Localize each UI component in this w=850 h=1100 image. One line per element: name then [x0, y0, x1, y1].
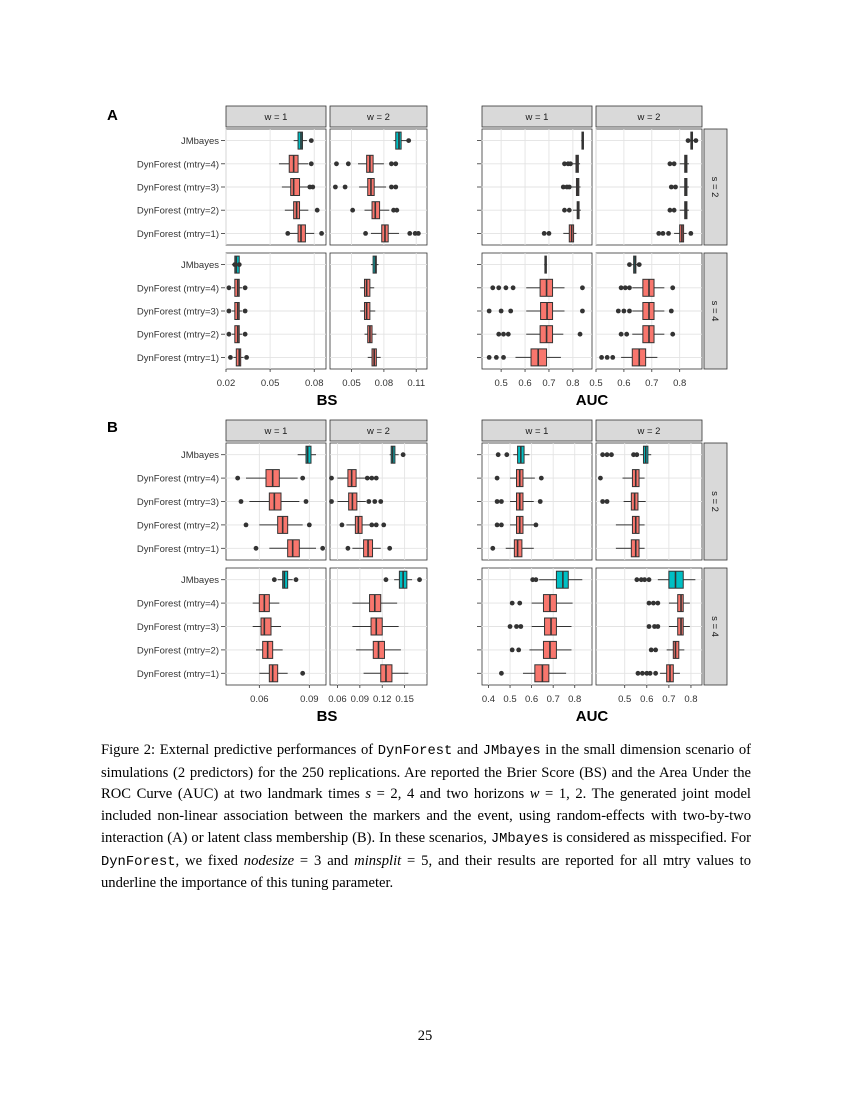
outlier-point	[227, 332, 232, 337]
outlier-point	[693, 138, 698, 143]
outlier-point	[235, 476, 240, 481]
outlier-point	[542, 231, 547, 236]
outlier-point	[506, 332, 511, 337]
box-dynforest	[288, 540, 300, 557]
outlier-point	[372, 499, 377, 504]
outlier-point	[393, 161, 398, 166]
x-tick-label: 0.4	[481, 694, 496, 705]
outlier-point	[666, 231, 671, 236]
outlier-point	[605, 499, 610, 504]
outlier-point	[580, 309, 585, 314]
category-label: DynForest (mtry=4)	[136, 598, 219, 610]
outlier-point	[334, 161, 339, 166]
outlier-point	[254, 546, 259, 551]
outlier-point	[384, 577, 389, 582]
outlier-point	[534, 523, 539, 528]
outlier-point	[619, 332, 624, 337]
outlier-point	[609, 452, 614, 457]
outlier-point	[623, 285, 628, 290]
box-jmbayes	[283, 571, 288, 588]
category-label: JMbayes	[180, 260, 219, 272]
facet-strip-label: w = 1	[264, 112, 288, 123]
outlier-point	[511, 285, 516, 290]
outlier-point	[495, 523, 500, 528]
outlier-point	[686, 138, 691, 143]
outlier-point	[378, 499, 383, 504]
outlier-point	[508, 624, 513, 629]
outlier-point	[374, 523, 379, 528]
outlier-point	[244, 523, 249, 528]
outlier-point	[621, 309, 626, 314]
category-label: DynForest (mtry=4)	[136, 283, 219, 295]
x-axis-title-auc: AUC	[575, 708, 609, 725]
outlier-point	[416, 231, 421, 236]
x-tick-label: 0.08	[374, 378, 394, 389]
outlier-point	[394, 208, 399, 213]
facet-strip-label: w = 2	[367, 426, 390, 437]
row-strip-label: s = 4	[709, 300, 720, 322]
outlier-point	[381, 523, 386, 528]
outlier-point	[670, 332, 675, 337]
outlier-point	[642, 577, 647, 582]
outlier-point	[647, 624, 652, 629]
outlier-point	[495, 476, 500, 481]
outlier-point	[661, 231, 666, 236]
outlier-point	[627, 309, 632, 314]
outlier-point	[600, 452, 605, 457]
x-axis-title-bs: BS	[316, 392, 338, 409]
outlier-point	[365, 476, 370, 481]
outlier-point	[319, 231, 324, 236]
outlier-point	[599, 355, 604, 360]
outlier-point	[499, 523, 504, 528]
box-dynforest	[269, 493, 281, 510]
outlier-point	[653, 648, 658, 653]
x-tick-label: 0.8	[684, 694, 698, 705]
outlier-point	[393, 185, 398, 190]
outlier-point	[534, 577, 539, 582]
outlier-point	[272, 577, 277, 582]
category-label: DynForest (mtry=3)	[136, 306, 219, 318]
outlier-point	[389, 185, 394, 190]
outlier-point	[294, 577, 299, 582]
outlier-point	[499, 671, 504, 676]
outlier-point	[496, 332, 501, 337]
outlier-point	[490, 546, 495, 551]
outlier-point	[343, 185, 348, 190]
outlier-point	[656, 231, 661, 236]
outlier-point	[304, 499, 309, 504]
box-jmbayes	[306, 446, 311, 463]
outlier-point	[387, 546, 392, 551]
x-tick-label: 0.5	[503, 694, 517, 705]
outlier-point	[496, 452, 501, 457]
x-tick-label: 0.7	[662, 694, 676, 705]
outlier-point	[374, 476, 379, 481]
x-tick-label: 0.08	[304, 378, 324, 389]
outlier-point	[227, 309, 232, 314]
outlier-point	[307, 523, 312, 528]
x-tick-label: 0.7	[546, 694, 560, 705]
x-tick-label: 0.8	[566, 378, 580, 389]
x-tick-label: 0.5	[494, 378, 508, 389]
outlier-point	[647, 577, 652, 582]
outlier-point	[369, 476, 374, 481]
outlier-point	[538, 499, 543, 504]
x-tick-label: 0.09	[300, 694, 319, 705]
x-tick-label: 0.05	[342, 378, 361, 389]
outlier-point	[501, 332, 506, 337]
facet-strip-label: w = 1	[525, 426, 549, 437]
outlier-point	[315, 208, 320, 213]
row-strip-label: s = 2	[709, 491, 720, 512]
category-label: DynForest (mtry=1)	[136, 543, 219, 555]
x-tick-label: 0.06	[250, 694, 269, 705]
outlier-point	[610, 355, 615, 360]
x-tick-label: 0.11	[407, 378, 426, 389]
outlier-point	[499, 499, 504, 504]
outlier-point	[389, 161, 394, 166]
outlier-point	[309, 138, 314, 143]
panel-label-A: A	[107, 107, 118, 124]
outlier-point	[616, 309, 621, 314]
outlier-point	[605, 452, 610, 457]
outlier-point	[655, 601, 660, 606]
outlier-point	[487, 355, 492, 360]
outlier-point	[669, 309, 674, 314]
outlier-point	[406, 138, 411, 143]
outlier-point	[688, 231, 693, 236]
figure-caption: Figure 2: External predictive performances of DynForest and JMbayes in the small dimension scenario of simulations (2 predictors) for the 250 replications. Are reported the Brier Score (BS) and the Area Under the ROC Curve (AUC) at two landmark times s = 2, 4 and two horizons w = 1, 2. The generated joint model included non-linear association between the markers and the event, using random-effects with two-by-two interaction (A) or latent class membership (B). In these scenarios, JMbayes is considered as misspecified. For DynForest, we fixed nodesize = 3 and minsplit = 5, and their results are reported for all mtry values to underline the importance of this tuning parameter.	[101, 742, 752, 892]
outlier-point	[627, 262, 632, 267]
outlier-point	[547, 231, 552, 236]
box-dynforest	[269, 665, 277, 682]
outlier-point	[605, 355, 610, 360]
outlier-point	[648, 671, 653, 676]
outlier-point	[516, 648, 521, 653]
outlier-point	[350, 208, 355, 213]
outlier-point	[228, 355, 233, 360]
outlier-point	[624, 332, 629, 337]
outlier-point	[504, 285, 509, 290]
outlier-point	[346, 161, 351, 166]
x-axis-title-auc: AUC	[575, 392, 609, 409]
outlier-point	[653, 671, 658, 676]
outlier-point	[640, 671, 645, 676]
x-tick-label: 0.5	[618, 694, 632, 705]
outlier-point	[668, 161, 673, 166]
category-label: DynForest (mtry=4)	[136, 473, 219, 485]
outlier-point	[333, 185, 338, 190]
outlier-point	[309, 161, 314, 166]
outlier-point	[243, 309, 248, 314]
outlier-point	[300, 671, 305, 676]
outlier-point	[407, 231, 412, 236]
outlier-point	[496, 285, 501, 290]
outlier-point	[227, 285, 232, 290]
x-tick-label: 0.6	[518, 378, 532, 389]
outlier-point	[320, 546, 325, 551]
row-strip-label: s = 2	[709, 176, 720, 198]
outlier-point	[401, 452, 406, 457]
category-label: JMbayes	[180, 136, 219, 148]
outlier-point	[634, 577, 639, 582]
outlier-point	[580, 285, 585, 290]
outlier-point	[670, 285, 675, 290]
category-label: JMbayes	[180, 575, 219, 587]
outlier-point	[495, 499, 500, 504]
outlier-point	[499, 309, 504, 314]
outlier-point	[510, 601, 515, 606]
outlier-point	[539, 476, 544, 481]
x-tick-label: 0.12	[372, 694, 392, 705]
facet-strip-label: w = 2	[637, 426, 661, 437]
outlier-point	[510, 648, 515, 653]
outlier-point	[627, 285, 632, 290]
outlier-point	[600, 499, 605, 504]
outlier-point	[669, 185, 674, 190]
outlier-point	[672, 161, 677, 166]
outlier-point	[567, 185, 572, 190]
category-label: DynForest (mtry=3)	[136, 622, 219, 633]
outlier-point	[363, 231, 368, 236]
x-tick-label: 0.6	[524, 694, 539, 705]
outlier-point	[651, 601, 656, 606]
category-label: DynForest (mtry=3)	[136, 182, 219, 194]
outlier-point	[619, 285, 624, 290]
outlier-point	[673, 185, 678, 190]
outlier-point	[340, 523, 345, 528]
outlier-point	[637, 262, 642, 267]
outlier-point	[490, 285, 495, 290]
outlier-point	[647, 601, 652, 606]
x-tick-label: 0.5	[589, 378, 603, 389]
x-tick-label: 0.8	[568, 694, 582, 705]
category-label: DynForest (mtry=2)	[136, 520, 219, 532]
outlier-point	[578, 332, 583, 337]
outlier-point	[598, 476, 603, 481]
category-label: DynForest (mtry=4)	[136, 159, 219, 171]
outlier-point	[504, 452, 509, 457]
outlier-point	[300, 476, 305, 481]
outlier-point	[243, 285, 248, 290]
panel-label-B: B	[107, 419, 118, 436]
category-label: DynForest (mtry=3)	[136, 497, 219, 508]
outlier-point	[649, 648, 654, 653]
outlier-point	[237, 262, 242, 267]
outlier-point	[517, 601, 522, 606]
x-axis-title-bs: BS	[316, 708, 338, 725]
outlier-point	[239, 499, 244, 504]
outlier-point	[346, 546, 351, 551]
x-tick-label: 0.09	[350, 694, 370, 705]
facet-strip-label: w = 2	[367, 112, 390, 123]
x-tick-label: 0.06	[328, 694, 347, 705]
category-label: DynForest (mtry=2)	[136, 205, 219, 217]
x-tick-label: 0.7	[645, 378, 659, 389]
row-strip-label: s = 4	[709, 616, 720, 637]
box-dynforest	[261, 618, 271, 635]
outlier-point	[562, 208, 567, 213]
facet-strip-label: w = 1	[264, 426, 288, 437]
box-dynforest	[291, 179, 300, 196]
outlier-point	[494, 355, 499, 360]
outlier-point	[636, 671, 641, 676]
category-label: DynForest (mtry=1)	[136, 668, 219, 680]
outlier-point	[369, 523, 374, 528]
outlier-point	[672, 208, 677, 213]
outlier-point	[310, 185, 315, 190]
facet-strip-label: w = 1	[525, 112, 549, 123]
outlier-point	[244, 355, 249, 360]
outlier-point	[366, 499, 371, 504]
x-tick-label: 0.02	[216, 378, 236, 389]
category-label: DynForest (mtry=2)	[136, 645, 219, 657]
outlier-point	[514, 624, 519, 629]
facet-strip-label: w = 2	[637, 112, 661, 123]
outlier-point	[518, 624, 523, 629]
outlier-point	[417, 577, 422, 582]
outlier-point	[568, 161, 573, 166]
outlier-point	[655, 624, 660, 629]
x-tick-label: 0.8	[673, 378, 687, 389]
x-tick-label: 0.7	[542, 378, 556, 389]
x-tick-label: 0.15	[395, 694, 414, 705]
outlier-point	[487, 309, 492, 314]
x-tick-label: 0.05	[260, 378, 280, 389]
outlier-point	[668, 208, 673, 213]
outlier-point	[329, 476, 334, 481]
outlier-point	[567, 208, 572, 213]
category-label: JMbayes	[180, 450, 219, 462]
outlier-point	[508, 309, 513, 314]
outlier-point	[329, 499, 334, 504]
outlier-point	[285, 231, 290, 236]
outlier-point	[634, 452, 639, 457]
outlier-point	[501, 355, 506, 360]
category-label: DynForest (mtry=1)	[136, 352, 219, 364]
x-tick-label: 0.6	[640, 694, 654, 705]
outlier-point	[243, 332, 248, 337]
outlier-point	[232, 262, 237, 267]
category-label: DynForest (mtry=2)	[136, 329, 219, 341]
category-label: DynForest (mtry=1)	[136, 228, 219, 240]
page-number: 25	[417, 1028, 433, 1044]
x-tick-label: 0.6	[617, 378, 631, 389]
